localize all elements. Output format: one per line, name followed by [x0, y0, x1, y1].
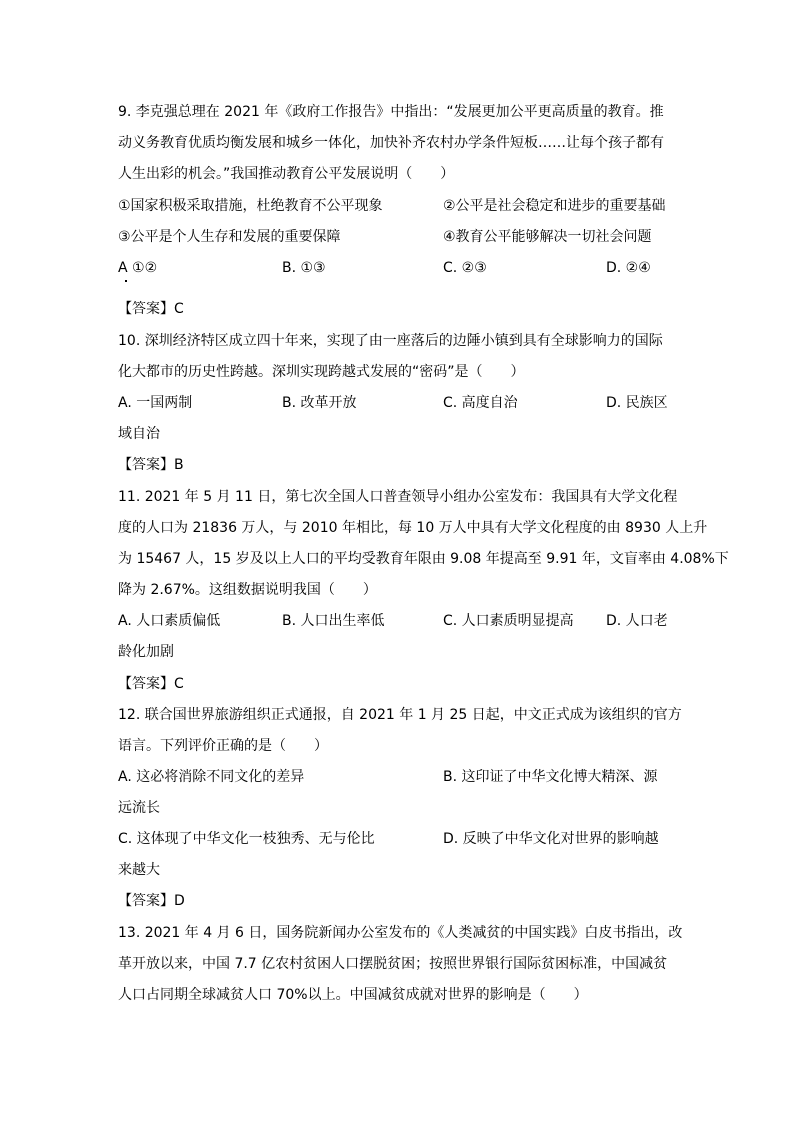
option-c: C. 人口素质明显提高: [443, 613, 574, 629]
question-text: 人生出彩的机会。”我国推动教育公平发展说明（ ）: [118, 166, 455, 182]
question-text: 为 15467 人，15 岁及以上人口的平均受教育年限由 9.08 年提高至 9.91 年，文盲率由 4.08%下: [118, 551, 729, 567]
answer: 【答案】B: [118, 457, 184, 473]
option-a: A ①②: [118, 260, 158, 276]
question-text: 12. 联合国世界旅游组织正式通报，自 2021 年 1 月 25 日起，中文正式成为该组织的官方: [118, 707, 682, 723]
question-text: 动义务教育优质均衡发展和城乡一体化，加快补齐农村办学条件短板……让每个孩子都有: [118, 135, 664, 151]
question-text: 度的人口为 21836 万人，与 2010 年相比，每 10 万人中具有大学文化程度的由 8930 人上升: [118, 520, 708, 536]
question-text: 降为 2.67%。这组数据说明我国（ ）: [118, 582, 377, 598]
option-d-wrap: 域自治: [118, 426, 160, 442]
option-a: A. 一国两制: [118, 395, 193, 411]
option-c: C. 这体现了中华文化一枝独秀、无与伦比: [118, 831, 375, 847]
option-d-wrap: 龄化加剧: [118, 644, 174, 660]
option-b: B. 人口出生率低: [282, 613, 385, 629]
question-text: 化大都市的历史性跨越。深圳实现跨越式发展的“密码”是（ ）: [118, 364, 525, 380]
answer: 【答案】C: [118, 301, 184, 317]
option-d: D. 反映了中华文化对世界的影响越: [443, 831, 659, 847]
option-c: C. ②③: [443, 260, 487, 276]
answer: 【答案】D: [118, 893, 185, 909]
question-text: 革开放以来，中国 7.7 亿农村贫困人口摆脱贫困；按照世界银行国际贫困标准，中国减贫: [118, 956, 668, 972]
option-d: D. 民族区: [606, 395, 668, 411]
statement: ②公平是社会稳定和进步的重要基础: [443, 198, 666, 214]
question-text: 10. 深圳经济特区成立四十年来，实现了由一座落后的边陲小镇到具有全球影响力的国际: [118, 333, 663, 349]
question-text: 13. 2021 年 4 月 6 日，国务院新闻办公室发布的《人类减贫的中国实践》白皮书指出，改: [118, 925, 683, 941]
statement: ③公平是个人生存和发展的重要保障: [118, 229, 341, 245]
statement: ④教育公平能够解决一切社会问题: [443, 229, 652, 245]
option-a: A. 这必将消除不同文化的差异: [118, 769, 305, 785]
question-text: 11. 2021 年 5 月 11 日，第七次全国人口普查领导小组办公室发布：我国具有大学文化程: [118, 489, 678, 505]
option-b: B. 这印证了中华文化博大精深、源: [443, 769, 658, 785]
option-b-wrap: 远流长: [118, 800, 160, 816]
question-text: 9. 李克强总理在 2021 年《政府工作报告》中指出：“发展更加公平更高质量的教育。推: [118, 104, 664, 120]
stray-dot: [125, 280, 127, 282]
option-b: B. ①③: [282, 260, 326, 276]
option-b: B. 改革开放: [282, 395, 357, 411]
option-d-wrap: 来越大: [118, 862, 160, 878]
statement: ①国家积极采取措施，杜绝教育不公平现象: [118, 198, 383, 214]
question-text: 语言。下列评价正确的是（ ）: [118, 738, 328, 754]
answer: 【答案】C: [118, 676, 184, 692]
option-c: C. 高度自治: [443, 395, 518, 411]
option-d: D. ②④: [606, 260, 651, 276]
option-d: D. 人口老: [606, 613, 668, 629]
option-a: A. 人口素质偏低: [118, 613, 221, 629]
question-text: 人口占同期全球减贫人口 70%以上。中国减贫成就对世界的影响是（ ）: [118, 987, 588, 1003]
